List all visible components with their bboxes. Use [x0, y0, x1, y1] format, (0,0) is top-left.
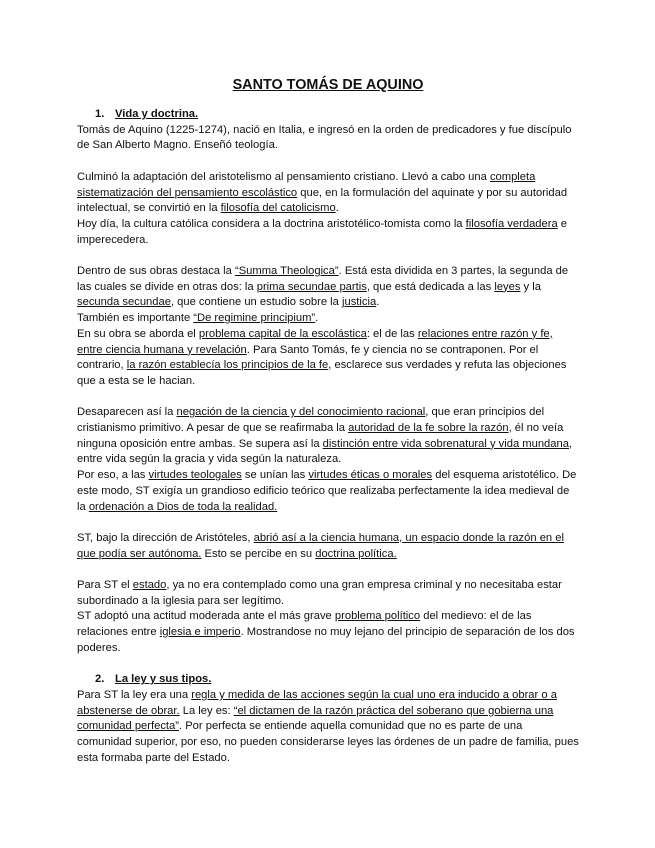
paragraph-church-empire: ST adoptó una actitud moderada ante el más grave problema político del medievo: el de las relaciones entre iglesia e imperio. Mostrandose no muy lejano del principio de separación de los dos poderes. — [77, 610, 575, 654]
section-title: Vida y doctrina. — [115, 108, 199, 120]
page-title: SANTO TOMÁS DE AQUINO — [232, 77, 424, 93]
underlined-phrase: “el dictamen de la razón práctica del soberano que gobierna una comunidad perfecta” — [77, 704, 554, 733]
underlined-phrase: ordenación a Dios de toda la realidad. — [88, 500, 278, 513]
paragraph-catholic-culture: Hoy día, la cultura católica considera a la doctrina aristotélico-tomista como la filosofía verdadera e imperecedera. — [77, 217, 568, 246]
underlined-phrase: la razón establecía los principios de la fe — [126, 359, 329, 372]
underlined-phrase: secunda secundae — [77, 296, 171, 309]
underlined-phrase: problema político — [334, 610, 421, 623]
section-heading-1 — [77, 107, 579, 123]
paragraph-biography: Tomás de Aquino (1225-1274), nació en Italia, e ingresó en la orden de predicadores y fue discípulo de San Alberto Magno. Enseñó teología. — [77, 123, 572, 152]
paragraph-aristotelianism: Culminó la adaptación del aristotelismo al pensamiento cristiano. Llevó a cabo una completa sistematización del pensamiento escolástico que, en la formulación del aquinate y por su autoridad intelectual, se convirtió en la filosofía del catolicismo. — [77, 170, 568, 215]
section-heading-2 — [77, 672, 579, 688]
underlined-phrase: virtudes teologales — [148, 469, 242, 482]
paragraph-aristotle-direction: ST, bajo la dirección de Aristóteles, abrió así a la ciencia humana, un espacio donde la razón en el que podía ser autónoma. Esto se percibe en su doctrina política. — [77, 531, 564, 560]
underlined-phrase: distinción entre vida sobrenatural y vida mundana — [322, 437, 569, 450]
underlined-phrase: problema capital de la escolástica — [198, 327, 367, 340]
underlined-phrase: abrió así a la ciencia humana, un espacio donde la razón en el que podía ser autónoma. — [77, 531, 564, 560]
underlined-phrase: prima secundae partis — [256, 280, 367, 293]
underlined-phrase: filosofía verdadera — [465, 217, 558, 230]
underlined-phrase: virtudes éticas o morales — [308, 469, 433, 482]
underlined-phrase: “Summa Theologica” — [234, 265, 339, 277]
paragraph-virtues: Por eso, a las virtudes teologales se unían las virtudes éticas o morales del esquema aristotélico. De este modo, ST exigía un grandioso edificio teórico que realizaba perfectamente la idea medieval de la ordenación a Dios de toda la realidad. — [77, 469, 577, 513]
underlined-phrase: autoridad de la fe sobre la razón — [348, 422, 509, 435]
underlined-phrase: justicia — [341, 296, 377, 309]
underlined-phrase: completa sistematización del pensamiento escolástico — [77, 170, 536, 199]
underlined-phrase: negación de la ciencia y del conocimiento racional — [176, 406, 426, 419]
document-page — [77, 76, 579, 766]
paragraph-faith-reason: En su obra se aborda el problema capital de la escolástica: el de las relaciones entre razón y fe, entre ciencia humana y revelación. Para Santo Tomás, fe y ciencia no se contraponen. Por el contrario, la razón establecía los principios de la fe, esclarece sus verdades y refuta las objeciones que a esta se le hacian. — [77, 327, 567, 387]
paragraph-state: Para ST el estado, ya no era contemplado como una gran empresa criminal y no necesitaba estar subordinado a la iglesia para ser legítimo. — [77, 579, 562, 607]
underlined-phrase: iglesia e imperio — [159, 626, 241, 639]
underlined-phrase: doctrina política. — [315, 547, 397, 560]
underlined-phrase: filosofía del catolicismo — [220, 202, 336, 215]
underlined-phrase: “De regimine principium” — [193, 312, 316, 325]
section-title: La ley y sus tipos. — [115, 673, 212, 686]
paragraph-law: Para ST la ley era una regla y medida de las acciones según la cual uno era inducido a obrar o a abstenerse de obrar. La ley es: “el dictamen de la razón práctica del soberano que gobierna una comunidad perfecta”. Por perfecta se entiende aquella comunidad que no es parte de una comunidad superior, por eso, no pueden considerarse leyes las órdenes de un padre de familia, pues esta formaba parte del Estado. — [77, 688, 579, 764]
underlined-phrase: relaciones entre razón y fe, entre ciencia humana y revelación — [77, 327, 553, 356]
underlined-phrase: estado — [132, 579, 167, 592]
paragraph-negation: Desaparecen así la negación de la ciencia y del conocimiento racional, que eran principios del cristianismo primitivo. A pesar de que se reafirmaba la autoridad de la fe sobre la razón, él no veía ninguna oposición entre ambas. Se supera así la distinción entre vida sobrenatural y vida mundana, entre vida según la gracia y vida según la naturaleza. — [77, 406, 573, 466]
underlined-phrase: leyes — [494, 280, 521, 293]
section-number: 1. — [95, 108, 105, 120]
section-number: 2. — [95, 673, 105, 686]
paragraph-works: Dentro de sus obras destaca la “Summa Theologica”. Está esta dividida en 3 partes, la segunda de las cuales se divide en otras dos: la prima secundae partis, que está dedicada a las leyes y la secunda secundae, que contiene un estudio sobre la justicia. — [77, 265, 569, 309]
paragraph-de-regimine: También es importante “De regimine principium”. — [77, 312, 319, 325]
underlined-phrase: regla y medida de las acciones según la cual uno era inducido a obrar o a abstenerse de obrar. — [77, 688, 557, 717]
